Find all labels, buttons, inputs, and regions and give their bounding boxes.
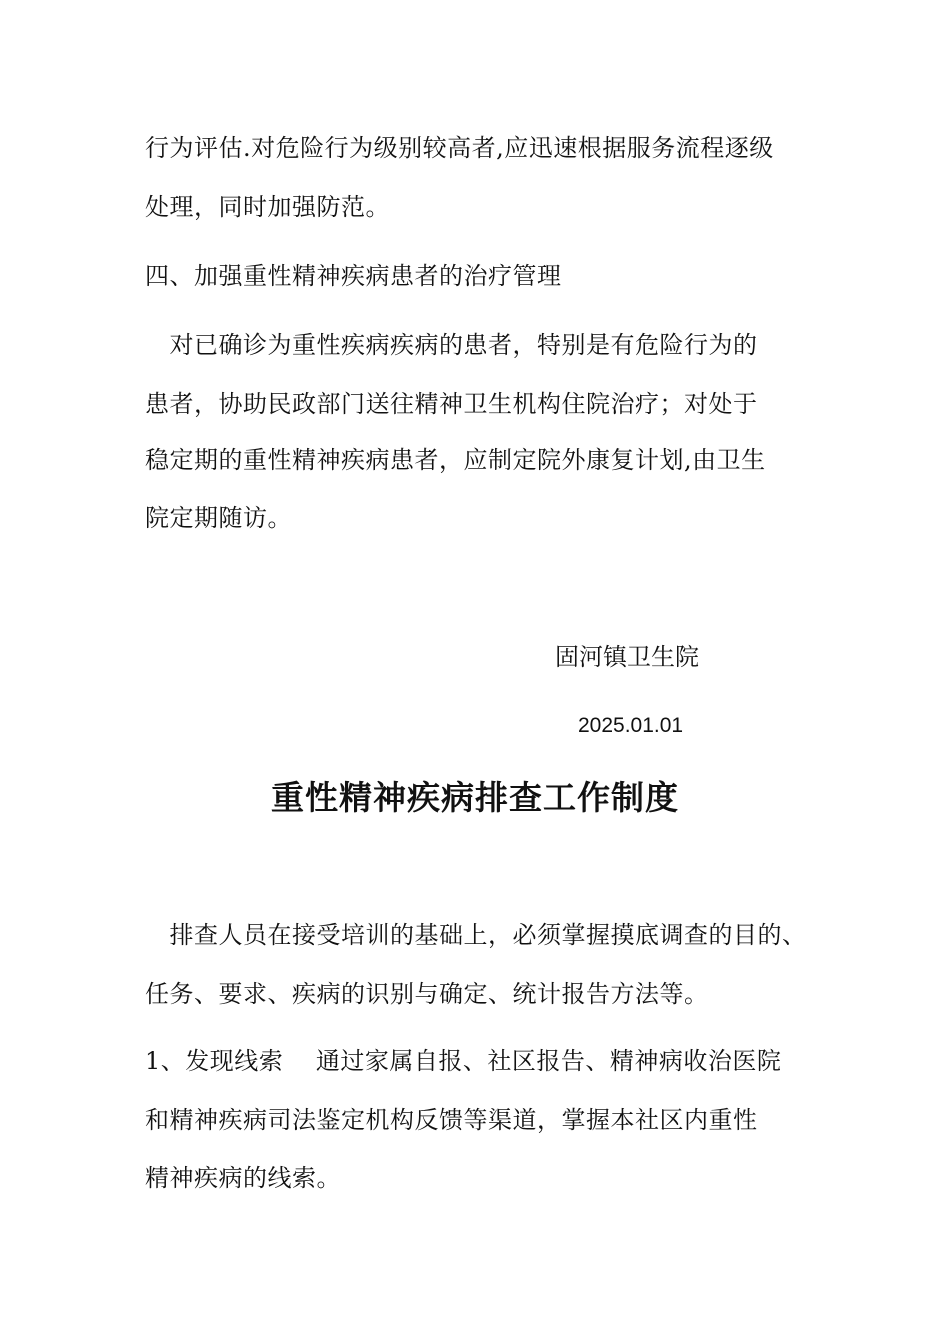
list-item-line: 精神疾病的线索。	[145, 1164, 341, 1192]
list-item-line: 1、发现线索 通过家属自报、社区报告、精神病收治医院	[145, 1047, 782, 1075]
document-title: 重性精神疾病排查工作制度	[271, 778, 679, 817]
paragraph-line: 患者，协助民政部门送往精神卫生机构住院治疗；对处于	[145, 390, 758, 418]
section-heading: 四、加强重性精神疾病患者的治疗管理	[145, 262, 562, 290]
signature: 固河镇卫生院	[555, 643, 699, 671]
paragraph-line: 对已确诊为重性疾病疾病的患者，特别是有危险行为的	[145, 331, 758, 359]
paragraph-line: 任务、要求、疾病的识别与确定、统计报告方法等。	[145, 980, 709, 1008]
paragraph-line: 排查人员在接受培训的基础上，必须掌握摸底调查的目的、	[145, 921, 807, 949]
paragraph-line: 行为评估.对危险行为级别较高者,应迅速根据服务流程逐级	[145, 134, 774, 162]
list-item-line: 和精神疾病司法鉴定机构反馈等渠道，掌握本社区内重性	[145, 1106, 758, 1134]
paragraph-line: 稳定期的重性精神疾病患者，应制定院外康复计划,由卫生	[145, 446, 766, 474]
paragraph-line: 院定期随访。	[145, 504, 292, 532]
date: 2025.01.01	[578, 714, 684, 737]
paragraph-line: 处理，同时加强防范。	[145, 193, 390, 221]
